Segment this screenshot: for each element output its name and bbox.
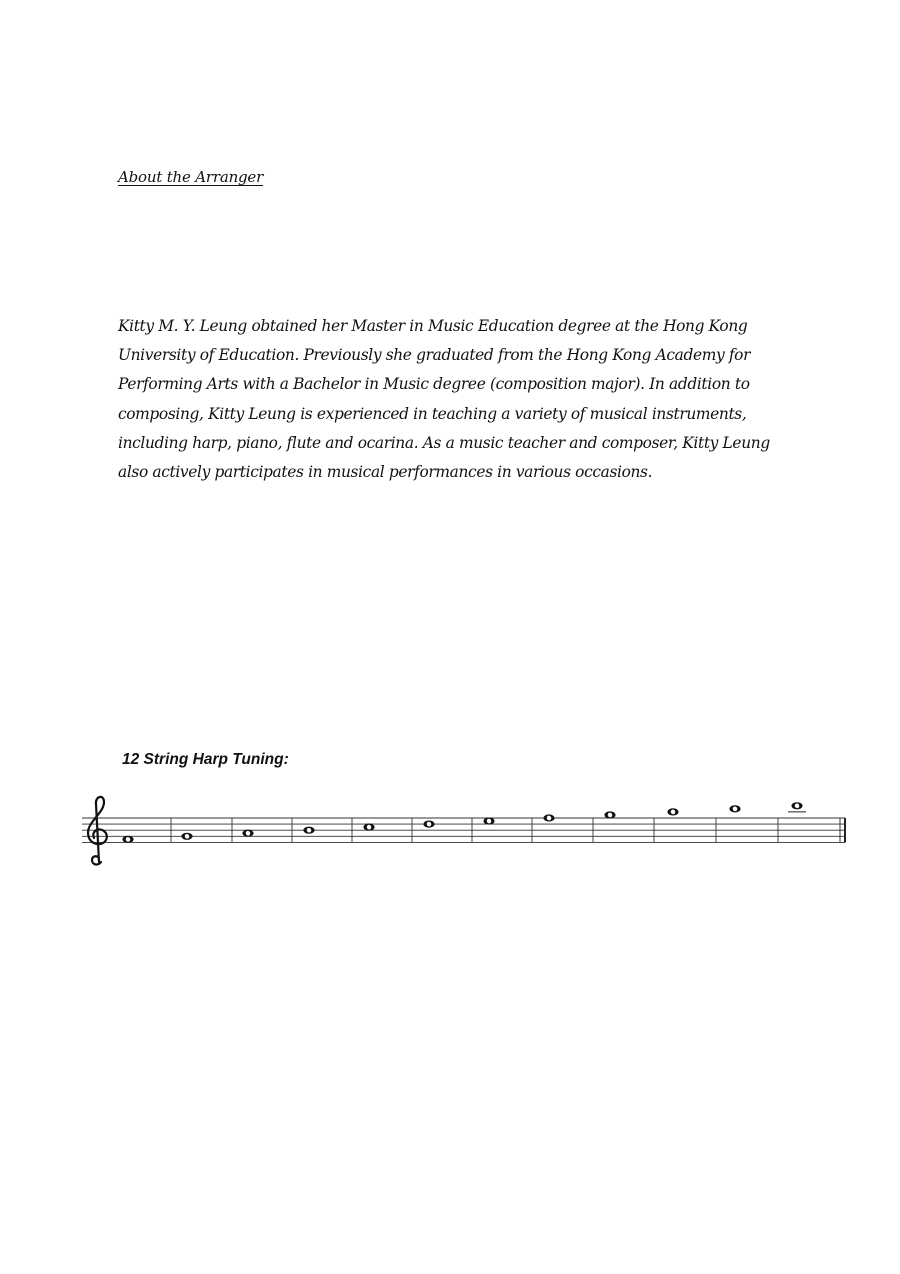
whole-note: [788, 802, 806, 812]
whole-note: [303, 827, 314, 834]
section-heading: About the Arranger: [118, 168, 264, 186]
whole-note: [483, 817, 494, 824]
whole-note: [423, 821, 434, 828]
bio-line: Performing Arts with a Bachelor in Music degree (composition major). In addition to: [118, 375, 750, 394]
whole-note: [543, 814, 554, 821]
treble-clef-icon: [88, 797, 107, 865]
whole-note: [667, 808, 678, 815]
bio-line: also actively participates in musical performances in various occasions.: [118, 463, 653, 482]
bio-line: Kitty M. Y. Leung obtained her Master in Music Education degree at the Hong Kong: [118, 317, 748, 335]
bio-line: composing, Kitty Leung is experienced in teaching a variety of musical instruments,: [118, 404, 747, 423]
tuning-title: 12 String Harp Tuning:: [122, 751, 289, 768]
bio-line: including harp, piano, flute and ocarina. As a music teacher and composer, Kitty Leung: [118, 433, 770, 452]
whole-note: [122, 836, 133, 843]
whole-note: [363, 824, 374, 831]
arranger-bio: [118, 312, 798, 487]
staff-lines: [82, 818, 845, 842]
whole-note: [729, 805, 740, 812]
whole-note: [604, 811, 615, 818]
whole-note: [242, 830, 253, 837]
whole-note: [181, 833, 192, 840]
music-staff: [0, 770, 900, 880]
bio-line: University of Education. Previously she graduated from the Hong Kong Academy for: [118, 346, 751, 365]
